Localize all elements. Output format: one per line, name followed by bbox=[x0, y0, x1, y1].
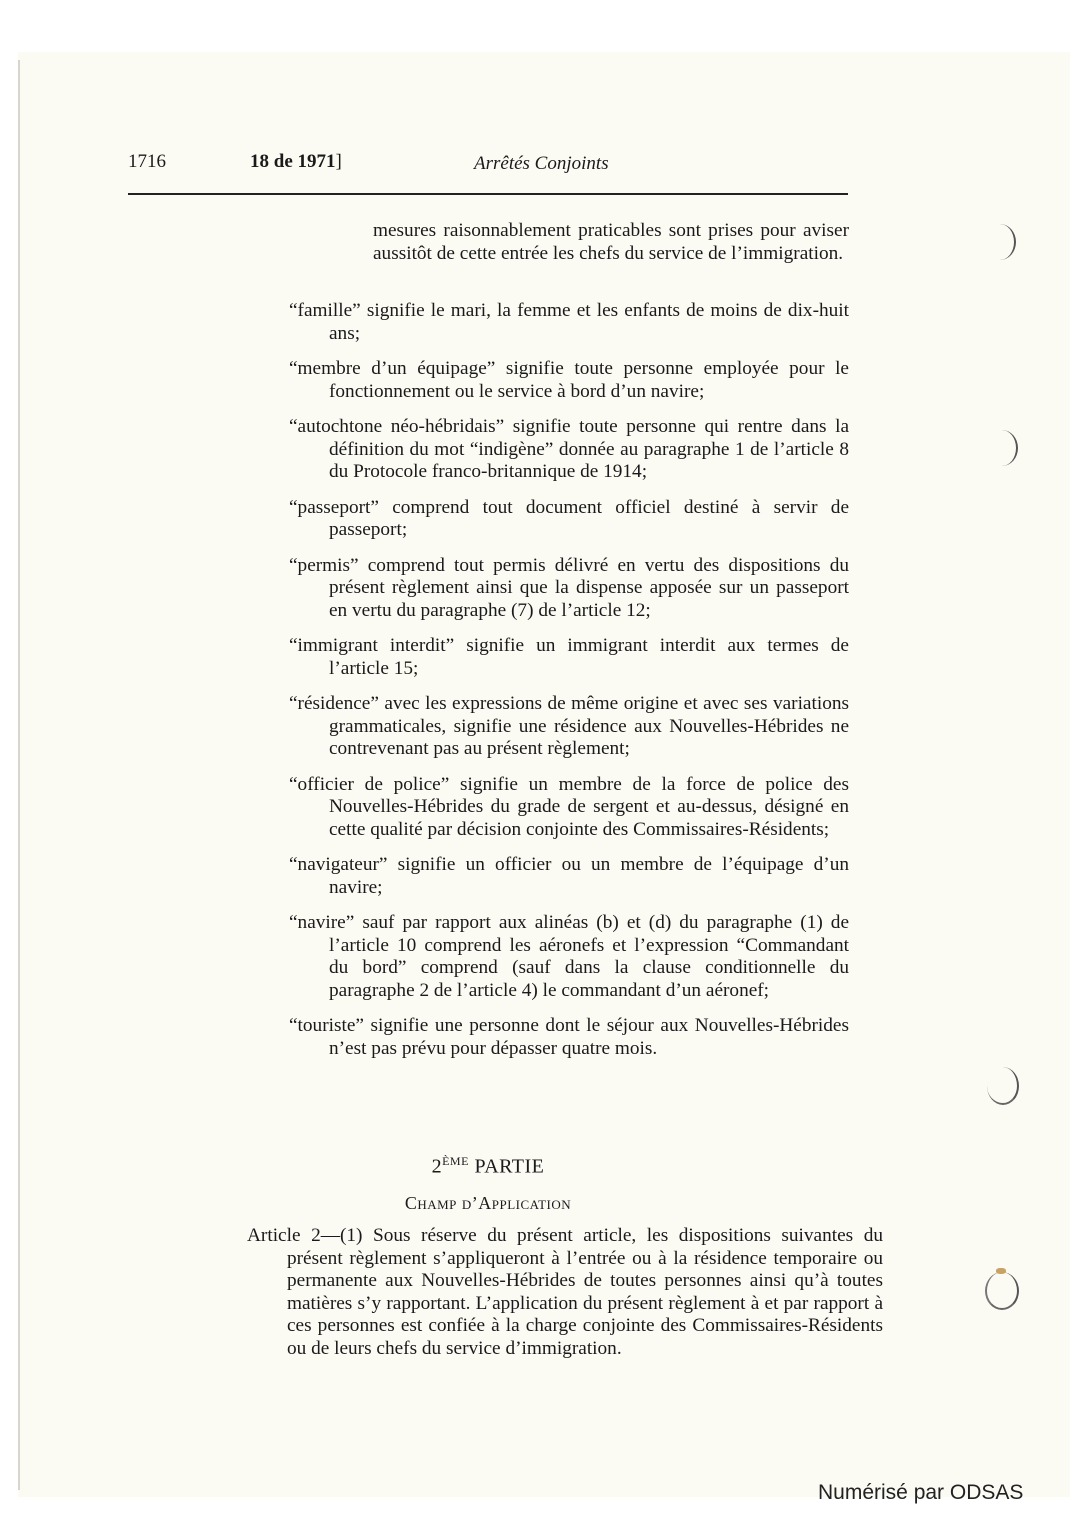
part-word: PARTIE bbox=[474, 1155, 545, 1178]
header-rule bbox=[128, 193, 848, 195]
continuation-paragraph: mesures raisonnablement praticables sont prises pour aviser aussitôt de cette entrée les chefs du service de l’immigration. bbox=[373, 220, 849, 264]
running-title: Arrêtés Conjoints bbox=[474, 153, 609, 174]
rust-stain bbox=[996, 1268, 1006, 1274]
definition-membre-equipage: “membre d’un équipage” signifie toute personne employée pour le fonctionnement ou le service à bord d’un navire; bbox=[289, 358, 849, 402]
running-header bbox=[128, 151, 848, 177]
definition-officier-police: “officier de police” signifie un membre de la force de police des Nouvelles-Hébrides du grade de sergent et au-dessus, désigné en cette qualité par décision conjointe des Commissaires-Résidents; bbox=[289, 773, 849, 840]
definition-immigrant-interdit: “immigrant interdit” signifie un immigrant interdit aux termes de l’article 15; bbox=[289, 635, 849, 679]
part-subtitle: Champ d’Application bbox=[404, 1193, 572, 1213]
punch-hole-4 bbox=[985, 1272, 1019, 1310]
definition-autochtone: “autochtone néo-hébridais” signifie toute personne qui rentre dans la définition du mot “indigène” donnée au paragraphe 1 de l’article 8 du Protocole franco-britannique de 1914; bbox=[289, 416, 849, 482]
definition-permis: “permis” comprend tout permis délivré en vertu des dispositions du présent règlement ainsi que la dispense apposée sur un passeport en vertu du paragraphe (7) de l’article 12; bbox=[289, 554, 849, 621]
reference-bracket: ] bbox=[335, 151, 342, 172]
definition-famille: “famille” signifie le mari, la femme et les enfants de moins de dix-huit ans; bbox=[289, 300, 849, 344]
definitions-list bbox=[289, 300, 849, 1073]
article-2-paragraph: Article 2—(1) Sous réserve du présent article, les dispositions suivantes du présent règlement s’appliqueront à l’entrée ou à la résidence temporaire ou permanente aux Nouvelles-Hébrides de toutes personnes ainsi qu’à toutes matières s’y rapportant. L’application du présent règlement à et par rapport à ces personnes est confiée à la charge conjointe des Commissaires-Résidents ou de leurs chefs du service d’immigration. bbox=[247, 1225, 883, 1359]
definition-residence: “résidence” avec les expressions de même origine et avec ses variations grammaticales, signifie une résidence aux Nouvelles-Hébrides ne contrevenant pas au présent règlement; bbox=[289, 693, 849, 759]
document-reference bbox=[250, 151, 342, 173]
scan-watermark: Numérisé par ODSAS bbox=[818, 1481, 1024, 1504]
punch-hole-2 bbox=[986, 430, 1018, 466]
page-number: 1716 bbox=[128, 151, 166, 172]
definition-touriste: “touriste” signifie une personne dont le séjour aux Nouvelles-Hébrides n’est pas prévu pour dépasser quatre mois. bbox=[289, 1015, 849, 1059]
page-left-edge bbox=[18, 60, 20, 1490]
part-heading bbox=[128, 1154, 848, 1179]
part-superscript: ÈME bbox=[442, 1154, 469, 1168]
reference-text: 18 de 1971 bbox=[250, 151, 336, 172]
part-number: 2 bbox=[431, 1155, 443, 1178]
punch-hole-1 bbox=[984, 224, 1016, 260]
definition-passeport: “passeport” comprend tout document officiel destiné à servir de passeport; bbox=[289, 496, 849, 540]
definition-navigateur: “navigateur” signifie un officier ou un membre de l’équipage d’un navire; bbox=[289, 854, 849, 898]
punch-hole-3 bbox=[987, 1067, 1019, 1105]
definition-navire: “navire” sauf par rapport aux alinéas (b) et (d) du paragraphe (1) de l’article 10 comprend les aéronefs et l’expression “Commandant du bord” comprend (sauf dans la clause conditionnelle du paragraphe 2 de l’article 4) le commandant d’un aéronef; bbox=[289, 912, 849, 1001]
